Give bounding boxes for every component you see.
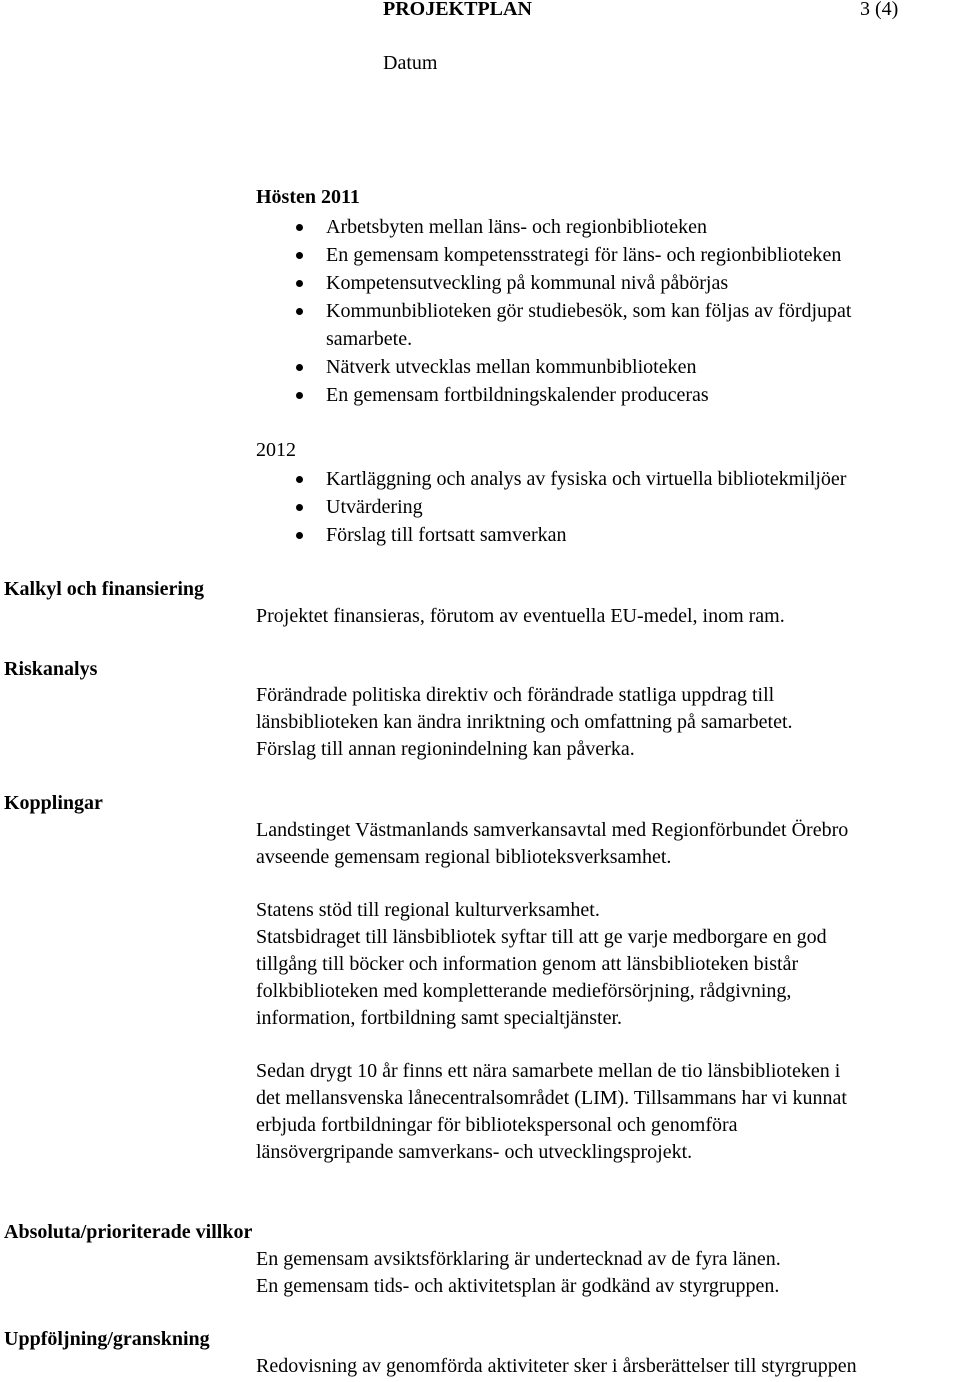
list-item: Arbetsbyten mellan läns- och regionbiblioteken [256,213,851,241]
list-item: Kartläggning och analys av fysiska och virtuella bibliotekmiljöer [256,465,846,493]
kopplingar-paragraph-1: Landstinget Västmanlands samverkansavtal med Regionförbundet Örebro avseende gemensam regional biblioteksverksamhet. [256,819,849,868]
section-heading-kopplingar: Kopplingar [4,792,103,814]
section-heading-riskanalys: Riskanalys [4,658,98,680]
bullet-icon [296,392,303,399]
bullet-icon [296,308,303,315]
kopplingar-paragraph-2: Statens stöd till regional kulturverksamhet. Statsbidraget till länsbibliotek syftar till att ge varje medborgare en god tillgång till böcker och information genom att länsbiblioteken bistår folkbiblioteken med kompletterande medieförsörjning, rådgivning, information, fortbildning samt specialtjänster. [256,899,827,1029]
year-2012-list [256,465,846,549]
list-item: En gemensam fortbildningskalender produceras [256,381,851,409]
date-label: Datum [383,52,438,74]
list-item: Förslag till fortsatt samverkan [256,521,846,549]
section-heading-kalkyl: Kalkyl och finansiering [4,578,205,600]
document-title: PROJEKTPLAN [383,0,532,20]
list-item: Kommunbiblioteken gör studiebesök, som kan följas av fördjupat samarbete. [256,297,851,353]
uppfoljning-text: Redovisning av genomförda aktiviteter sker i årsberättelser till styrgruppen [256,1355,857,1377]
bullet-icon [296,252,303,259]
bullet-icon [296,476,303,483]
bullet-icon [296,224,303,231]
bullet-icon [296,280,303,287]
list-item: En gemensam kompetensstrategi för läns- och regionbiblioteken [256,241,851,269]
kopplingar-paragraph-3: Sedan drygt 10 år finns ett nära samarbete mellan de tio länsbiblioteken i det mellansvenska lånecentralsområdet (LIM). Tillsammans har vi kunnat erbjuda fortbildningar för bibliotekspersonal och genomföra länsövergripande samverkans- och utvecklingsprojekt. [256,1060,847,1163]
page-number: 3 (4) [860,0,899,20]
section-heading-hosten-2011: Hösten 2011 [256,186,360,208]
section-heading-uppfoljning: Uppföljning/granskning [4,1328,210,1350]
villkor-text: En gemensam avsiktsförklaring är undertecknad av de fyra länen. En gemensam tids- och aktivitetsplan är godkänd av styrgruppen. [256,1248,781,1297]
kalkyl-text: Projektet finansieras, förutom av eventuella EU-medel, inom ram. [256,605,785,627]
section-heading-villkor: Absoluta/prioriterade villkor [4,1221,253,1243]
list-item: Utvärdering [256,493,846,521]
list-item: Nätverk utvecklas mellan kommunbiblioteken [256,353,851,381]
hosten-2011-list [256,213,851,409]
list-item-continuation: samarbete. [326,328,413,350]
bullet-icon [296,364,303,371]
section-heading-2012: 2012 [256,439,296,461]
list-item: Kompetensutveckling på kommunal nivå påbörjas [256,269,851,297]
riskanalys-text: Förändrade politiska direktiv och förändrade statliga uppdrag till länsbiblioteken kan ändra inriktning och omfattning på samarbetet. Förslag till annan regionindelning kan påverka. [256,684,793,760]
bullet-icon [296,532,303,539]
bullet-icon [296,504,303,511]
